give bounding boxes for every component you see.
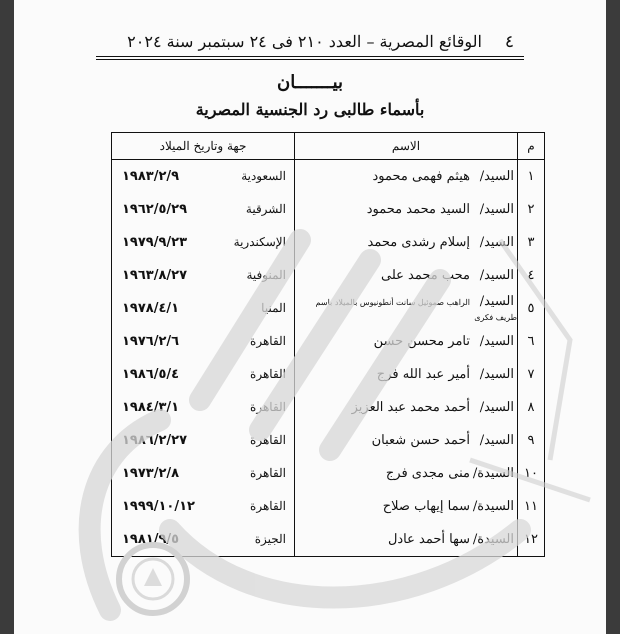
table-row xyxy=(112,358,545,391)
birth-date: ١٩٨٦/٢/٢٧ xyxy=(122,433,188,448)
table-row xyxy=(112,490,545,523)
row-place-date-cell xyxy=(112,226,295,259)
table-row xyxy=(112,259,545,292)
honorific: السيد/ xyxy=(479,367,514,382)
row-place-date-cell xyxy=(112,523,295,557)
table-header-row xyxy=(112,133,545,160)
honorific: السيد/ xyxy=(479,334,514,349)
birth-date: ١٩٧٩/٩/٢٣ xyxy=(122,235,188,250)
row-number: ٧ xyxy=(518,358,545,391)
honorific: السيد/ xyxy=(479,235,514,250)
birth-date: ١٩٨٤/٣/١ xyxy=(122,400,180,415)
table-body xyxy=(112,160,545,557)
row-number: ٦ xyxy=(518,325,545,358)
page-header xyxy=(14,30,606,56)
birth-place: القاهرة xyxy=(250,367,286,381)
table-row xyxy=(112,325,545,358)
names-table xyxy=(111,132,545,557)
birth-place: الجيزة xyxy=(254,532,286,546)
row-name-cell xyxy=(295,490,518,523)
row-name-cell xyxy=(295,424,518,457)
birth-place: المنيا xyxy=(261,301,286,315)
row-place-date-cell xyxy=(112,160,295,194)
table-row xyxy=(112,193,545,226)
birth-date: ١٩٧٣/٢/٨ xyxy=(122,466,180,481)
person-name: إسلام رشدى محمد xyxy=(367,235,470,250)
row-name-cell xyxy=(295,226,518,259)
header-rule-top xyxy=(96,56,524,57)
table-row xyxy=(112,391,545,424)
birth-date: ١٩٨٦/٥/٤ xyxy=(122,367,180,382)
birth-place: الإسكندرية xyxy=(233,235,286,249)
row-number: ٢ xyxy=(518,193,545,226)
row-number: ٥ xyxy=(518,292,545,325)
row-number: ١٠ xyxy=(518,457,545,490)
row-name-cell xyxy=(295,292,518,325)
page-number: ٤ xyxy=(504,32,514,52)
birth-place: السعودية xyxy=(241,169,286,183)
row-number: ٨ xyxy=(518,391,545,424)
honorific: السيد/ xyxy=(479,202,514,217)
honorific: السيد/ xyxy=(479,293,514,309)
table-row xyxy=(112,523,545,557)
row-place-date-cell xyxy=(112,358,295,391)
row-place-date-cell xyxy=(112,193,295,226)
person-name: أحمد محمد عبد العزيز xyxy=(351,400,470,415)
row-number: ٣ xyxy=(518,226,545,259)
row-place-date-cell xyxy=(112,391,295,424)
row-number: ١١ xyxy=(518,490,545,523)
person-name: سها أحمد عادل xyxy=(387,532,470,547)
row-number: ١ xyxy=(518,160,545,194)
person-name: السيد محمد محمود xyxy=(366,202,470,217)
birth-place: القاهرة xyxy=(250,466,286,480)
row-place-date-cell xyxy=(112,457,295,490)
row-name-cell xyxy=(295,391,518,424)
person-name: سما إيهاب صلاح xyxy=(382,499,470,514)
row-place-date-cell xyxy=(112,490,295,523)
header-rule-bottom xyxy=(96,59,524,60)
person-name: أحمد حسن شعبان xyxy=(371,433,470,448)
birth-place: القاهرة xyxy=(250,334,286,348)
birth-place: القاهرة xyxy=(250,433,286,447)
row-name-cell xyxy=(295,523,518,557)
document-subtitle: بأسماء طالبى رد الجنسية المصرية xyxy=(195,100,425,119)
birth-place: الشرقية xyxy=(245,202,286,216)
honorific: السيدة/ xyxy=(472,499,514,514)
running-title: الوقائع المصرية – العدد ٢١٠ فى ٢٤ سبتمبر سنة ٢٠٢٤ xyxy=(127,32,482,51)
birth-place: المنوفية xyxy=(246,268,286,282)
person-name: تامر محسن حسن xyxy=(373,334,470,349)
row-place-date-cell xyxy=(112,325,295,358)
person-name: منى مجدى فرج xyxy=(385,466,470,481)
honorific: السيدة/ xyxy=(472,532,514,547)
birth-date: ١٩٨١/٩/٥ xyxy=(122,532,180,547)
row-name-cell xyxy=(295,457,518,490)
birth-date: ١٩٧٦/٢/٦ xyxy=(122,334,180,349)
honorific: السيد/ xyxy=(479,400,514,415)
row-name-cell xyxy=(295,325,518,358)
honorific: السيد/ xyxy=(479,433,514,448)
row-number: ٤ xyxy=(518,259,545,292)
row-name-cell xyxy=(295,160,518,194)
honorific: السيدة/ xyxy=(472,466,514,481)
honorific: السيد/ xyxy=(479,169,514,184)
birth-date: ١٩٩٩/١٠/١٢ xyxy=(122,499,195,514)
birth-place: القاهرة xyxy=(250,499,286,513)
header-place-date: جهة وتاريخ الميلاد xyxy=(112,133,295,160)
document-page xyxy=(14,0,606,634)
table-row xyxy=(112,226,545,259)
table-row xyxy=(112,292,545,325)
birth-date: ١٩٦٢/٥/٢٩ xyxy=(122,202,188,217)
row-name-cell xyxy=(295,193,518,226)
birth-date: ١٩٨٣/٢/٩ xyxy=(122,169,180,184)
birth-date: ١٩٧٨/٤/١ xyxy=(122,301,180,316)
row-place-date-cell xyxy=(112,292,295,325)
table-row xyxy=(112,160,545,194)
row-name-cell xyxy=(295,358,518,391)
honorific: السيد/ xyxy=(479,268,514,283)
table-row xyxy=(112,424,545,457)
person-name: هيثم فهمى محمود xyxy=(372,169,470,184)
row-place-date-cell xyxy=(112,424,295,457)
row-number: ١٢ xyxy=(518,523,545,557)
person-name: الراهب صموئيل سانت أنطونيوس بالميلاد باسم طريف فكرى xyxy=(315,297,517,322)
person-name: أمير عبد الله فرج xyxy=(376,367,470,382)
row-name-cell xyxy=(295,259,518,292)
birth-place: القاهرة xyxy=(250,400,286,414)
header-name: الاسم xyxy=(295,133,518,160)
row-place-date-cell xyxy=(112,259,295,292)
row-number: ٩ xyxy=(518,424,545,457)
birth-date: ١٩٦٣/٨/٢٧ xyxy=(122,268,188,283)
person-name: محب محمد على xyxy=(381,268,470,283)
header-num: م xyxy=(518,133,545,160)
table-row xyxy=(112,457,545,490)
document-title: بيـــــــان xyxy=(276,72,344,93)
